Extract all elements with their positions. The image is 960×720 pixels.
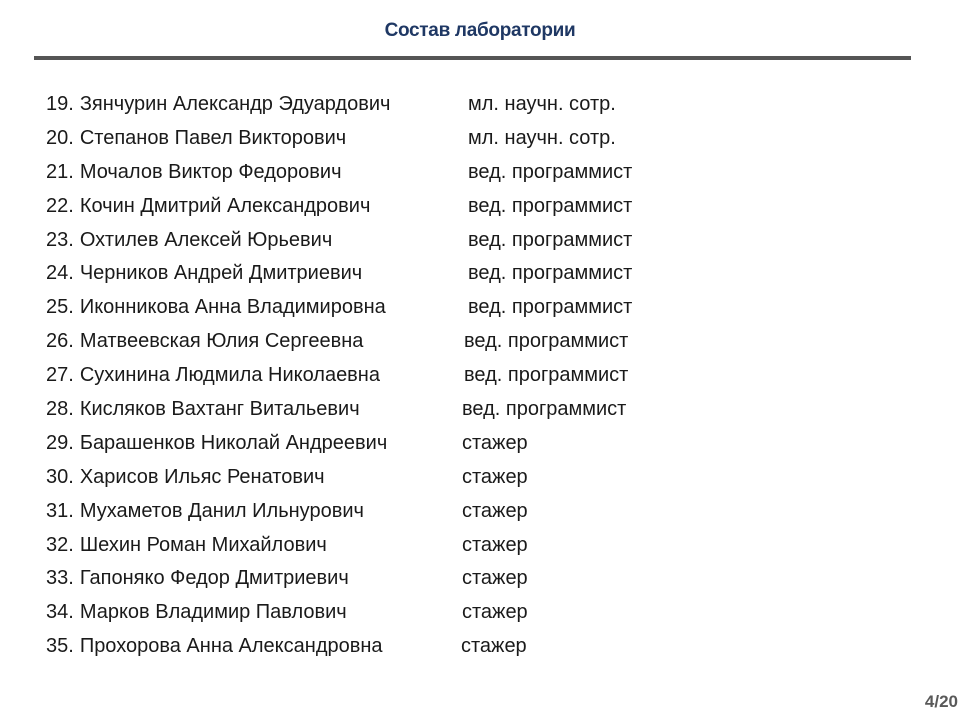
- list-item: [46, 291, 866, 325]
- member-name: Черников Андрей Дмитриевич: [79, 262, 363, 285]
- list-item: [46, 393, 866, 427]
- member-name: Прохорова Анна Александровна: [79, 635, 383, 658]
- item-number: 28.: [46, 398, 74, 421]
- member-position: мл. научн. сотр.: [468, 93, 616, 115]
- member-name: Барашенков Николай Андреевич: [79, 431, 388, 454]
- item-number: 21.: [46, 160, 74, 183]
- title-divider: [34, 56, 911, 60]
- member-position: вед. программист: [464, 330, 629, 353]
- member-name: Сухинина Людмила Николаевна: [79, 364, 380, 387]
- member-name: Матвеевская Юлия Сергеевна: [79, 330, 364, 353]
- item-number: 31.: [46, 499, 74, 522]
- item-number: 26.: [46, 330, 74, 353]
- list-item: [46, 562, 866, 596]
- member-position: стажер: [462, 567, 528, 590]
- member-position: стажер: [462, 431, 528, 454]
- member-name: Харисов Ильяс Ренатович: [79, 465, 325, 488]
- list-item: [46, 359, 866, 393]
- list-item: [46, 529, 866, 563]
- member-position: стажер: [462, 533, 528, 556]
- list-item: [46, 190, 866, 224]
- page-number: 4/20: [924, 692, 958, 711]
- member-position: вед. программист: [468, 228, 633, 251]
- list-item: [46, 325, 866, 359]
- item-number: 32.: [46, 533, 74, 556]
- item-number: 19.: [46, 93, 74, 115]
- list-item: [46, 156, 866, 190]
- member-position: стажер: [462, 499, 528, 522]
- member-name: Зянчурин Александр Эдуардович: [79, 93, 391, 115]
- list-item: [46, 495, 866, 529]
- list-item: [46, 630, 866, 664]
- member-position: стажер: [462, 601, 528, 624]
- member-name: Гапоняко Федор Дмитриевич: [79, 567, 349, 590]
- list-item: [46, 88, 866, 122]
- item-number: 25.: [46, 296, 74, 319]
- list-item: [46, 257, 866, 291]
- item-number: 27.: [46, 364, 74, 387]
- list-item: [46, 122, 866, 156]
- member-name: Шехин Роман Михайлович: [79, 533, 327, 556]
- item-number: 29.: [46, 431, 74, 454]
- member-list: [46, 88, 866, 664]
- member-position: стажер: [461, 635, 527, 658]
- member-position: вед. программист: [468, 194, 633, 217]
- member-name: Мухаметов Данил Ильнурович: [79, 499, 364, 522]
- member-name: Марков Владимир Павлович: [79, 601, 347, 624]
- item-number: 22.: [46, 194, 74, 217]
- item-number: 30.: [46, 465, 74, 488]
- member-name: Кочин Дмитрий Александрович: [79, 194, 371, 217]
- member-position: стажер: [462, 465, 528, 488]
- member-name: Степанов Павел Викторович: [79, 126, 347, 149]
- slide-title: Состав лаборатории: [384, 20, 576, 41]
- member-name: Мочалов Виктор Федорович: [79, 160, 342, 183]
- member-name: Охтилев Алексей Юрьевич: [79, 228, 333, 251]
- item-number: 24.: [46, 262, 74, 285]
- member-position: вед. программист: [464, 364, 629, 387]
- list-item: [46, 461, 866, 495]
- item-number: 34.: [46, 601, 74, 624]
- list-item: [46, 224, 866, 258]
- item-number: 33.: [46, 567, 74, 590]
- member-position: мл. научн. сотр.: [468, 126, 616, 149]
- member-position: вед. программист: [468, 262, 633, 285]
- member-position: вед. программист: [462, 398, 627, 421]
- member-name: Кисляков Вахтанг Витальевич: [79, 398, 360, 421]
- list-item: [46, 596, 866, 630]
- item-number: 20.: [46, 126, 74, 149]
- list-item: [46, 427, 866, 461]
- member-position: вед. программист: [468, 160, 633, 183]
- member-position: вед. программист: [468, 296, 633, 319]
- item-number: 23.: [46, 228, 74, 251]
- item-number: 35.: [46, 635, 74, 658]
- member-name: Иконникова Анна Владимировна: [79, 296, 386, 319]
